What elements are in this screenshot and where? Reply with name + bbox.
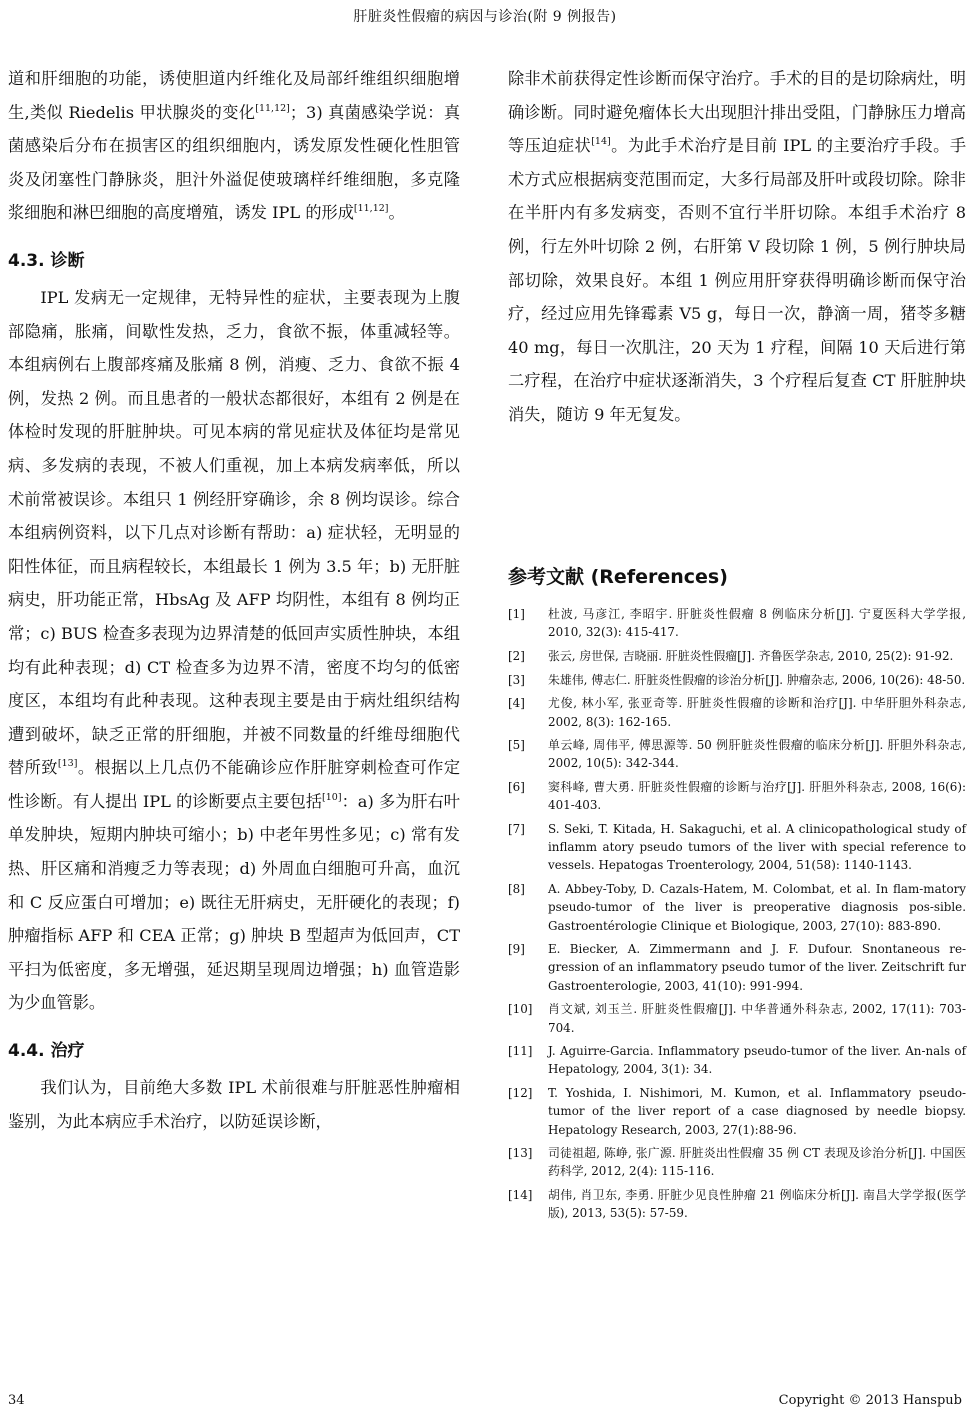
reference-text: 司徒祖超, 陈峥, 张广源. 肝脏炎出性假瘤 35 例 CT 表现及诊治分析[J]. 中国医药科学, 2012, 2(4): 115-116. <box>548 1146 966 1179</box>
reference-number: [3] <box>508 672 525 687</box>
reference-number: [8] <box>508 882 525 897</box>
running-header: 肝脏炎性假瘤的病因与诊治(附 9 例报告) <box>353 9 617 25</box>
reference-number: [1] <box>508 607 525 621</box>
reference-number: [12] <box>508 1086 533 1101</box>
reference-number: [14] <box>508 1188 533 1203</box>
reference-text: S. Seki, T. Kitada, H. Sakaguchi, et al. A clinicopathological study of inflamm atory pseudo tumors of the liver with special reference to vessels. Hepatogas Troenterology, 2004, 51(58): 1140-1143. <box>548 822 966 873</box>
reference-text: 张云, 房世保, 吉晓丽. 肝脏炎性假瘤[J]. 齐鲁医学杂志, 2010, 25(2): 91-92. <box>548 648 954 663</box>
reference-item <box>508 671 966 689</box>
reference-item <box>508 1144 966 1180</box>
reference-text: 朱雄伟, 傅志仁. 肝脏炎性假瘤的诊治分析[J]. 肿瘤杂志, 2006, 10(26): 48-50. <box>548 672 966 687</box>
reference-text: 胡伟, 肖卫东, 李勇. 肝脏少见良性肿瘤 21 例临床分析[J]. 南昌大学学报(医学版), 2013, 53(5): 57-59. <box>548 1188 966 1221</box>
reference-item <box>508 1186 966 1222</box>
reference-number: [9] <box>508 942 525 957</box>
section-heading-treatment: 4.4. 治疗 <box>8 1041 85 1062</box>
reference-number: [4] <box>508 696 525 711</box>
references-section <box>508 562 966 1228</box>
reference-item <box>508 1084 966 1139</box>
citation: [13] <box>57 758 78 770</box>
citation: [10] <box>322 791 342 803</box>
reference-number: [6] <box>508 780 525 795</box>
reference-text: 肖文斌, 刘玉兰. 肝脏炎性假瘤[J]. 中华普通外科杂志, 2002, 17(11): 703-704. <box>548 1002 966 1035</box>
reference-number: [2] <box>508 648 525 663</box>
reference-text: T. Yoshida, I. Nishimori, M. Kumon, et al. Inflammatory pseudo-tumor of the liver report of a case diagnosed by needle biopsy. Hepatology Research, 2003, 27(1):88-96. <box>548 1086 966 1137</box>
reference-list <box>508 605 966 1223</box>
reference-number: [13] <box>508 1146 533 1161</box>
reference-number: [11] <box>508 1044 533 1059</box>
reference-item <box>508 880 966 935</box>
paragraph-etiology-continued: 道和肝细胞的功能，诱使胆道内纤维化及局部纤维组织细胞增生,类似 Riedelis 甲状腺炎的变化[11,12]；3) 真菌感染学说：真菌感染后分布在损害区的组织细胞内，诱发原发性硬化性胆管炎及闭塞性门静脉炎，胆汁外溢促使玻璃样纤维细胞，多克隆浆细胞和淋巴细胞的高度增殖，诱发 IPL 的形成[11,12]。 <box>8 69 461 223</box>
left-column <box>8 62 460 1138</box>
paragraph-treatment: 我们认为，目前绝大多数 IPL 术前很难与肝脏恶性肿瘤相鉴别，为此本病应手术治疗，以防延误诊断， <box>8 1078 460 1131</box>
paragraph-treatment-continued: 除非术前获得定性诊断而保守治疗。手术的目的是切除病灶，明确诊断。同时避免瘤体长大出现胆汁排出受阻，门静脉压力增高等压迫症状[14]。为此手术治疗是目前 IPL 的主要治疗手段。手术方式应根据病变范围而定，大多行局部及肝叶或段切除。除非在半肝内有多发病变，否则不宜行半肝切除。本组手术治疗 8 例，行左外叶切除 2 例，右肝第 V 段切除 1 例，5 例行肿块局部切除，效果良好。本组 1 例应用肝穿获得明确诊断而保守治疗，经过应用先锋霉素 V5 g，每日一次，静滴一周，猪苓多糖 40 mg，每日一次肌注，20 天为 1 疗程，间隔 10 天后进行第二疗程，在治疗中症状逐渐消失，3 个疗程后复查 CT 肝脏肿块消失，随访 9 年无复发。 <box>508 69 967 424</box>
reference-item <box>508 940 966 995</box>
reference-item <box>508 736 966 772</box>
copyright-notice: Copyright © 2013 Hanspub <box>778 1393 962 1408</box>
reference-item <box>508 1000 966 1036</box>
reference-item <box>508 820 966 875</box>
reference-item <box>508 647 966 665</box>
reference-item <box>508 1042 966 1078</box>
citation: [11,12] <box>255 102 290 114</box>
paragraph-diagnosis: IPL 发病无一定规律，无特异性的症状，主要表现为上腹部隐痛，胀痛，间歇性发热，乏力，食欲不振，体重减轻等。本组病例右上腹部疼痛及胀痛 8 例，消瘦、乏力、食欲不振 4 例，发热 2 例。而且患者的一般状态都很好，本组有 2 例是在体检时发现的肝脏肿块。可见本病的常见症状及体征均是常见病、多发病的表现，不被人们重视，加上本病发病率低，所以术前常被误诊。本组只 1 例经肝穿确诊，余 8 例均误诊。综合本组病例资料，以下几点对诊断有帮助：a) 症状轻，无明显的阳性体征，而且病程较长，本组最长 1 例为 3.5 年；b) 无肝脏病史，肝功能正常，HbsAg 及 AFP 均阴性，本组有 8 例均正常；c) BUS 检查多表现为边界清楚的低回声实质性肿块，本组均有此种表现；d) CT 检查多为边界不清，密度不均匀的低密度区，本组均有此种表现。这种表现主要是由于病灶组织结构遭到破坏，缺乏正常的肝细胞，并被不同数量的纤维母细胞代替所致[13]。根据以上几点仍不能确诊应作肝脏穿刺检查可作定性诊断。有人提出 IPL 的诊断要点主要包括[10]：a) 多为肝右叶单发肿块，短期内肿块可缩小；b) 中老年男性多见；c) 常有发热、肝区痛和消瘦乏力等表现；d) 外周血白细胞可升高，血沉和 C 反应蛋白可增加；e) 既往无肝病史，无肝硬化的表现；f) 肿瘤指标 AFP 和 CEA 正常；g) 肿块 B 型超声为低回声，CT 平扫为低密度，多无增强，延迟期呈现周边增强；h) 血管造影为少血管影。 <box>8 287 461 1013</box>
reference-item <box>508 694 966 730</box>
right-column <box>508 62 966 432</box>
reference-text: 尤俊, 林小军, 张亚奇等. 肝脏炎性假瘤的诊断和治疗[J]. 中华肝胆外科杂志, 2002, 8(3): 162-165. <box>548 696 966 729</box>
reference-text: J. Aguirre-Garcia. Inflammatory pseudo-tumor of the liver. An-nals of Hepatology, 2004, 3(1): 34. <box>548 1044 966 1077</box>
page-number: 34 <box>8 1393 25 1408</box>
references-heading: 参考文献 (References) <box>508 566 728 588</box>
reference-text: A. Abbey-Toby, D. Cazals-Hatem, M. Colombat, et al. In flam-matory pseudo-tumor of the liver is preoperative diagnosis pos-sible. Gastroentérologie Clinique et Biologique, 2003, 27(10): 883-890. <box>548 882 966 933</box>
reference-item <box>508 605 966 641</box>
citation: [14] <box>591 136 611 148</box>
reference-item <box>508 778 966 814</box>
reference-text: 窦科峰, 曹大勇. 肝脏炎性假瘤的诊断与治疗[J]. 肝胆外科杂志, 2008, 16(6): 401-403. <box>548 780 966 813</box>
section-heading-diagnosis: 4.3. 诊断 <box>8 250 85 271</box>
reference-number: [7] <box>508 822 525 837</box>
citation: [11,12] <box>353 203 389 215</box>
reference-text: E. Biecker, A. Zimmermann and J. F. Dufour. Snontaneous re-gression of an inflammatory pseudo tumor of the liver. Zeitschrift fur Gastroenterologie, 2003, 41(10): 991-994. <box>548 942 966 993</box>
reference-number: [5] <box>508 738 525 753</box>
reference-text: 单云峰, 周伟平, 傅思源等. 50 例肝脏炎性假瘤的临床分析[J]. 肝胆外科杂志, 2002, 10(5): 342-344. <box>548 738 966 771</box>
reference-text: 杜波, 马彦江, 李昭宇. 肝脏炎性假瘤 8 例临床分析[J]. 宁夏医科大学学报, 2010, 32(3): 415-417. <box>548 607 966 640</box>
reference-number: [10] <box>508 1002 533 1017</box>
